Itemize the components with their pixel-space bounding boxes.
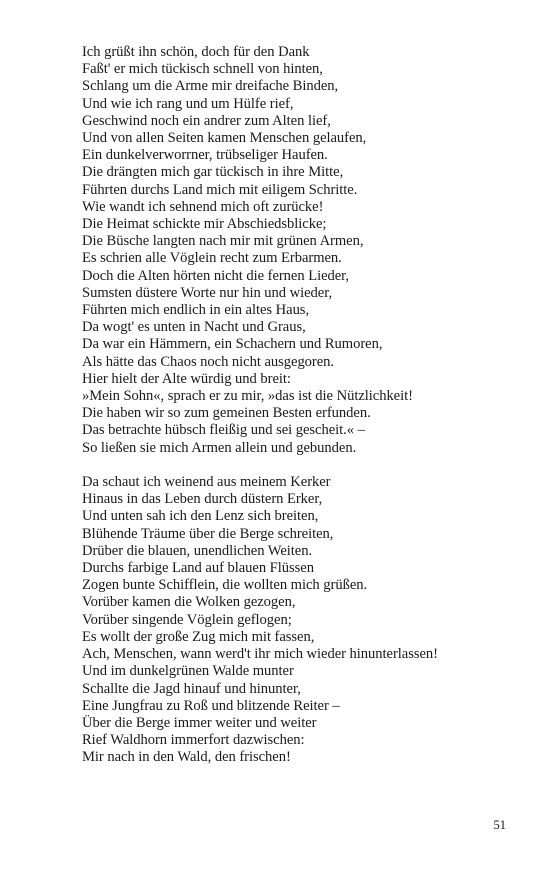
poem-line: Führten mich endlich in ein altes Haus, <box>82 302 310 319</box>
poem-line: »Mein Sohn«, sprach er zu mir, »das ist die Nützlichkeit! <box>82 388 413 405</box>
poem-line: Da schaut ich weinend aus meinem Kerker <box>82 474 331 491</box>
poem-line: Über die Berge immer weiter und weiter <box>82 714 317 731</box>
poem-line: Schallte die Jagd hinauf und hinunter, <box>82 680 301 697</box>
poem-line: So ließen sie mich Armen allein und gebunden. <box>82 439 357 456</box>
poem-line: Die Büsche langten nach mir mit grünen Armen, <box>82 233 364 250</box>
poem-line: Die Heimat schickte mir Abschiedsblicke; <box>82 216 327 233</box>
poem-line: Und wie ich rang und um Hülfe rief, <box>82 95 294 112</box>
poem-line: Schlang um die Arme mir dreifache Binden, <box>82 78 339 95</box>
poem-line: Als hätte das Chaos noch nicht ausgegoren. <box>82 353 335 370</box>
poem-line: Führten durchs Land mich mit eiligem Schritte. <box>82 181 358 198</box>
poem-line: Rief Waldhorn immerfort dazwischen: <box>82 732 305 749</box>
poem-line: Da wogt' es unten in Nacht und Graus, <box>82 319 306 336</box>
poem-line: Vorüber kamen die Wolken gezogen, <box>82 594 296 611</box>
poem-line: Ein dunkelverworrner, trübseliger Haufen. <box>82 147 328 164</box>
poem-line: Wie wandt ich sehnend mich oft zurücke! <box>82 198 324 215</box>
poem-line: Ich grüßt ihn schön, doch für den Dank <box>82 44 310 60</box>
poem-line: Faßt' er mich tückisch schnell von hinten, <box>82 61 323 78</box>
poem-text <box>82 44 522 767</box>
stanza-2 <box>82 474 522 766</box>
poem-line: Das betrachte hübsch fleißig und sei gescheit.« – <box>82 422 365 439</box>
poem-line: Hinaus in das Leben durch düstern Erker, <box>82 491 323 508</box>
poem-line: Und unten sah ich den Lenz sich breiten, <box>82 508 319 525</box>
poem-line: Die drängten mich gar tückisch in ihre Mitte, <box>82 164 344 181</box>
poem-line: Vorüber singende Vöglein geflogen; <box>82 611 292 628</box>
poem-line: Und von allen Seiten kamen Menschen gelaufen, <box>82 130 367 147</box>
poem-line: Sumsten düstere Worte nur hin und wieder, <box>82 284 333 301</box>
poem-line: Hier hielt der Alte würdig und breit: <box>82 370 291 387</box>
poem-line: Eine Jungfrau zu Roß und blitzende Reiter – <box>82 697 340 714</box>
poem-line: Zogen bunte Schifflein, die wollten mich grüßen. <box>82 577 368 594</box>
stanza-1 <box>82 44 522 457</box>
poem-line: Geschwind noch ein andrer zum Alten lief, <box>82 112 331 129</box>
poem-line: Doch die Alten hörten nicht die fernen Lieder, <box>82 267 350 284</box>
poem-line: Ach, Menschen, wann werd't ihr mich wieder hinunterlassen! <box>82 646 438 663</box>
poem-line: Drüber die blauen, unendlichen Weiten. <box>82 542 313 559</box>
poem-line: Da war ein Hämmern, ein Schachern und Rumoren, <box>82 336 383 353</box>
page-number: 51 <box>493 818 506 832</box>
poem-line: Mir nach in den Wald, den frischen! <box>82 749 291 766</box>
poem-line: Durchs farbige Land auf blauen Flüssen <box>82 560 314 577</box>
poem-line: Blühende Träume über die Berge schreiten, <box>82 525 334 542</box>
poem-line: Die haben wir so zum gemeinen Besten erfunden. <box>82 405 371 422</box>
poem-line: Und im dunkelgrünen Walde munter <box>82 663 294 680</box>
poem-line: Es wollt der große Zug mich mit fassen, <box>82 628 315 645</box>
poem-line: Es schrien alle Vöglein recht zum Erbarmen. <box>82 250 342 267</box>
